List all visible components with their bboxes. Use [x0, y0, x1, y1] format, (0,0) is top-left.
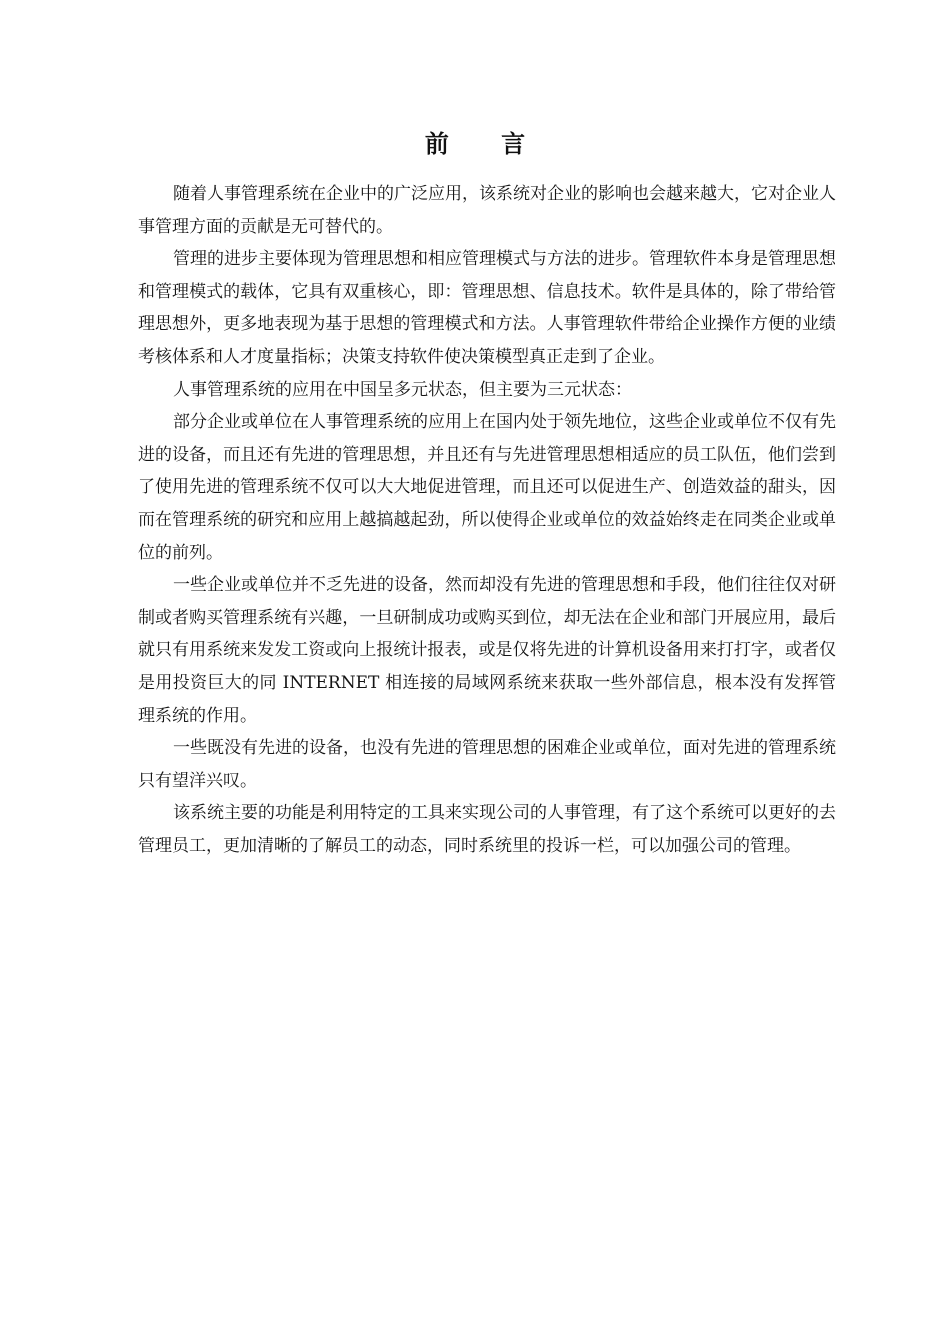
- paragraph-1: 随着人事管理系统在企业中的广泛应用，该系统对企业的影响也会越来越大，它对企业人事管理方面的贡献是无可替代的。: [138, 184, 836, 237]
- page-title: 前 言: [424, 130, 548, 158]
- paragraph-5: 一些企业或单位并不乏先进的设备，然而却没有先进的管理思想和手段，他们往往仅对研制或者购买管理系统有兴趣，一旦研制成功或购买到位，却无法在企业和部门开展应用，最后就只有用系统来发发工资或向上报统计报表，或是仅将先进的计算机设备用来打打字，或者仅是用投资巨大的同 INTERNET 相连接的局域网系统来获取一些外部信息，根本没有发挥管理系统的作用。: [138, 575, 836, 726]
- document-body: [138, 178, 836, 862]
- paragraph-7: 该系统主要的功能是利用特定的工具来实现公司的人事管理，有了这个系统可以更好的去管理员工，更加清晰的了解员工的动态，同时系统里的投诉一栏，可以加强公司的管理。: [138, 803, 836, 856]
- paragraph-2: 管理的进步主要体现为管理思想和相应管理模式与方法的进步。管理软件本身是管理思想和管理模式的载体，它具有双重核心，即：管理思想、信息技术。软件是具体的，除了带给管理思想外，更多地表现为基于思想的管理模式和方法。人事管理软件带给企业操作方便的业绩考核体系和人才度量指标；决策支持软件使决策模型真正走到了企业。: [138, 249, 836, 367]
- paragraph-6: 一些既没有先进的设备，也没有先进的管理思想的困难企业或单位，面对先进的管理系统只有望洋兴叹。: [138, 738, 836, 791]
- paragraph-3: 人事管理系统的应用在中国呈多元状态，但主要为三元状态：: [173, 379, 632, 400]
- paragraph-4: 部分企业或单位在人事管理系统的应用上在国内处于领先地位，这些企业或单位不仅有先进的设备，而且还有先进的管理思想，并且还有与先进管理思想相适应的员工队伍，他们尝到了使用先进的管理系统不仅可以大大地促进管理，而且还可以促进生产、创造效益的甜头，因而在管理系统的研究和应用上越搞越起劲，所以使得企业或单位的效益始终走在同类企业或单位的前列。: [138, 412, 836, 563]
